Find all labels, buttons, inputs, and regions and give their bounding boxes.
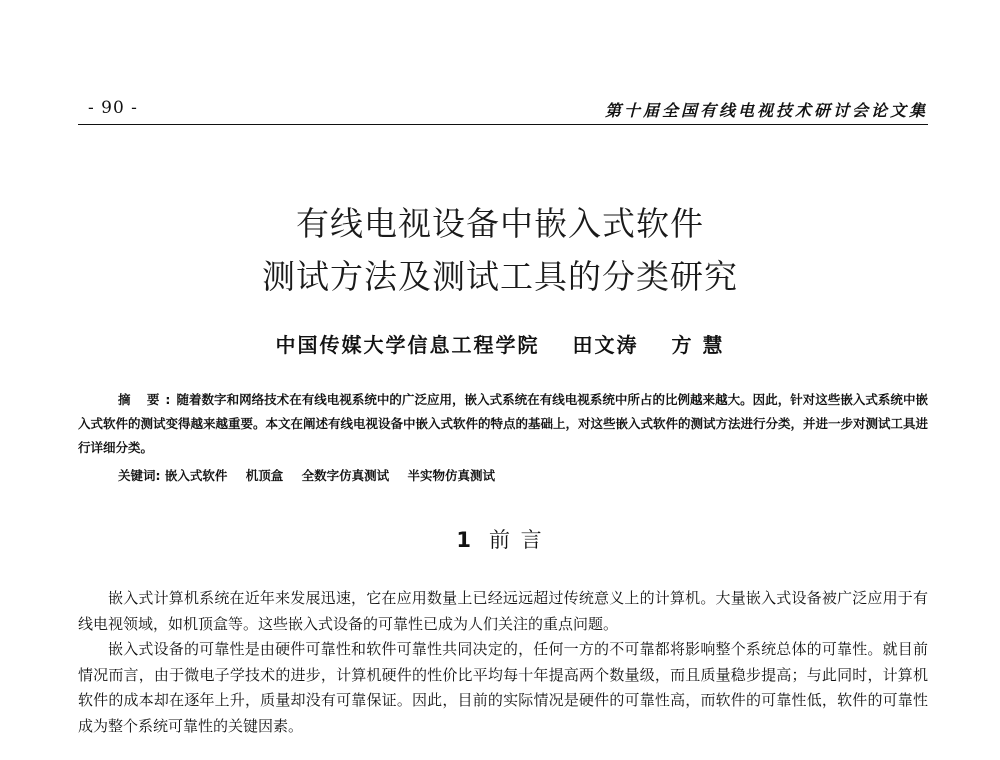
body-text [78, 586, 928, 739]
abstract-label: 摘 要: [118, 392, 177, 407]
keyword: 机顶盒 [245, 468, 284, 483]
paragraph: 嵌入式设备的可靠性是由硬件可靠性和软件可靠性共同决定的，任何一方的不可靠都将影响整个系统总体的可靠性。就目前情况而言，由于微电子学技术的进步，计算机硬件的性价比平均每十年提高两个数量级，而且质量稳步提高；与此同时，计算机软件的成本却在逐年上升，质量却没有可靠保证。因此，目前的实际情况是硬件的可靠性高，而软件的可靠性低，软件的可靠性成为整个系统可靠性的关键因素。 [78, 640, 928, 735]
keywords [118, 466, 928, 484]
section-title: 前 言 [488, 528, 544, 552]
section-number: 1 [456, 528, 473, 552]
proceedings-title: 第十届全国有线电视技术研讨会论文集 [604, 101, 928, 120]
keyword: 嵌入式软件 [164, 468, 228, 483]
page-number: - 90 - [88, 98, 138, 118]
abstract-text: 随着数字和网络技术在有线电视系统中的广泛应用，嵌入式系统在有线电视系统中所占的比例越来越大。因此，针对这些嵌入式系统中嵌入式软件的测试变得越来越重要。本文在阐述有线电视设备中嵌入式软件的特点的基础上，对这些嵌入式软件的测试方法进行分类，并进一步对测试工具进行详细分类。 [78, 392, 929, 455]
paper-title-line-2: 测试方法及测试工具的分类研究 [262, 257, 738, 296]
keyword: 全数字仿真测试 [301, 468, 390, 483]
author-line [0, 329, 1000, 358]
running-header [78, 98, 928, 125]
abstract [78, 388, 928, 460]
author-name: 方 慧 [671, 333, 725, 357]
keywords-label: 关键词: [118, 468, 161, 483]
paper-title-line-1: 有线电视设备中嵌入式软件 [296, 204, 704, 243]
author-name: 田文涛 [572, 333, 639, 357]
paragraph: 嵌入式计算机系统在近年来发展迅速，它在应用数量上已经远远超过传统意义上的计算机。大量嵌入式设备被广泛应用于有线电视领域，如机顶盒等。这些嵌入式设备的可靠性已成为人们关注的重点问题。 [78, 589, 928, 633]
section-heading [0, 524, 1000, 554]
keyword: 半实物仿真测试 [407, 468, 495, 483]
affiliation: 中国传媒大学信息工程学院 [275, 333, 540, 357]
